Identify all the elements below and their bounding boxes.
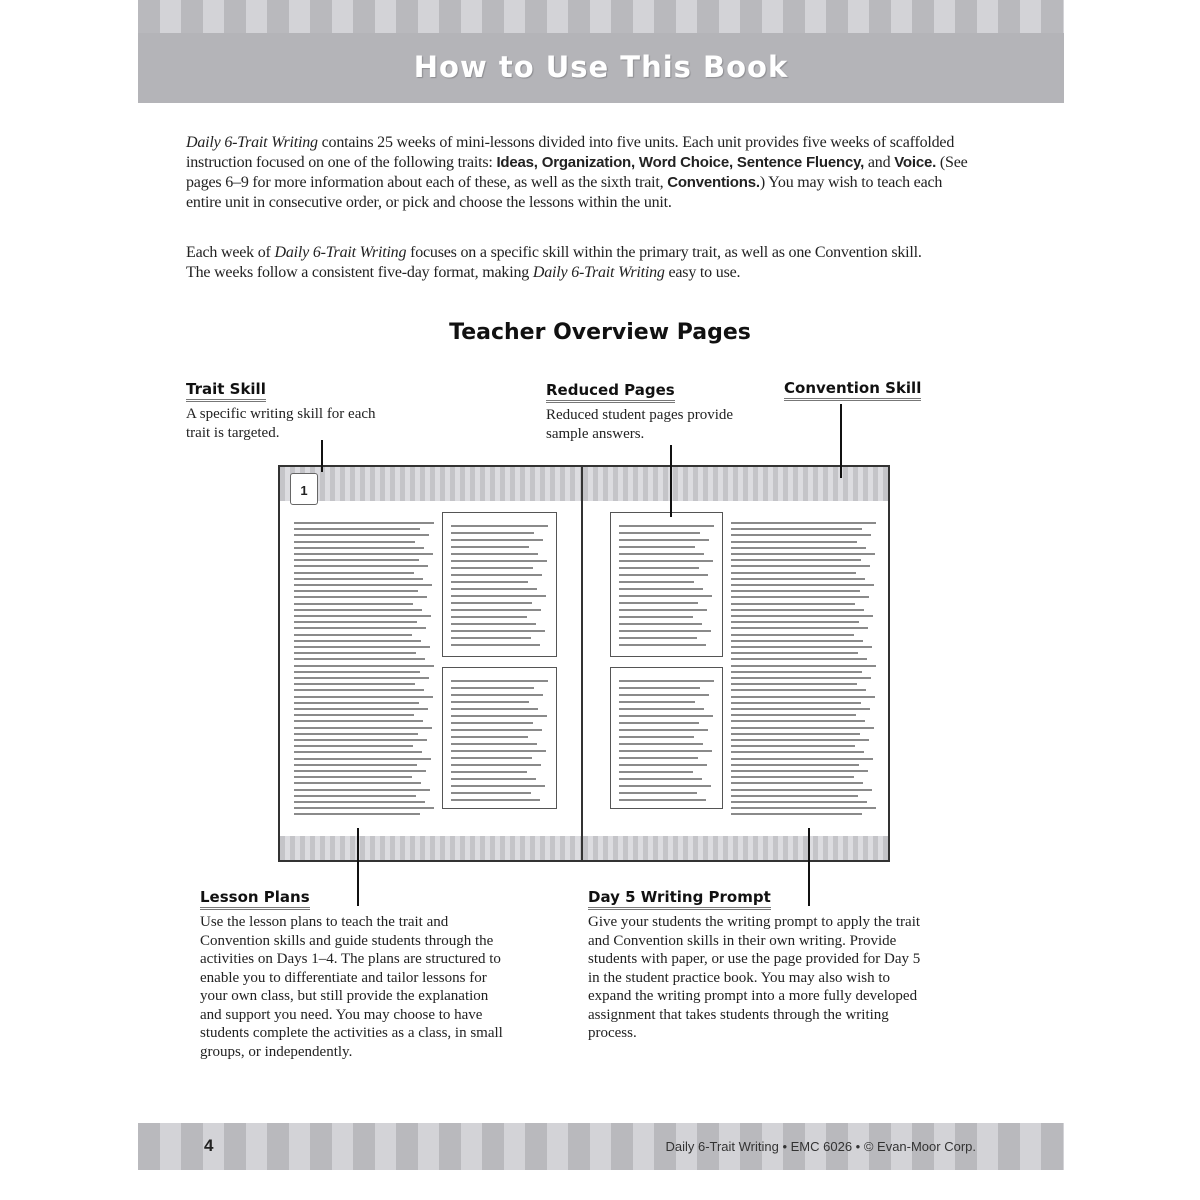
text-line-placeholder bbox=[731, 696, 875, 698]
text-line-placeholder bbox=[294, 603, 413, 605]
text-line-placeholder bbox=[451, 729, 542, 731]
text-line-placeholder bbox=[619, 729, 708, 731]
text-line-placeholder bbox=[294, 727, 432, 729]
text-line-placeholder bbox=[294, 702, 419, 704]
reduced-student-page bbox=[610, 512, 723, 657]
text-line-placeholder bbox=[619, 778, 702, 780]
sample-right-page bbox=[583, 467, 888, 860]
book-title: Daily 6-Trait Writing bbox=[186, 134, 318, 151]
text-line-placeholder bbox=[294, 671, 420, 673]
sample-page-footer bbox=[583, 836, 888, 860]
text-line-placeholder bbox=[451, 616, 527, 618]
annotation-day5-writing-prompt bbox=[588, 888, 933, 1043]
text-line-placeholder bbox=[451, 687, 534, 689]
text-line-placeholder bbox=[294, 547, 424, 549]
page-number: 4 bbox=[204, 1136, 214, 1155]
text-line-placeholder bbox=[451, 778, 536, 780]
text-line-placeholder bbox=[451, 694, 543, 696]
text-line-placeholder bbox=[294, 739, 427, 741]
text-line-placeholder bbox=[451, 701, 529, 703]
text-line-placeholder bbox=[451, 630, 545, 632]
text-line-placeholder bbox=[294, 764, 417, 766]
text-line-placeholder bbox=[619, 701, 695, 703]
bold-term: Ideas, Organization, Word Choice, Sentence Fluency, bbox=[496, 154, 865, 171]
text-line-placeholder bbox=[294, 689, 424, 691]
text-line-placeholder bbox=[619, 792, 697, 794]
connector-line bbox=[357, 828, 359, 906]
text-line-placeholder bbox=[451, 771, 527, 773]
text-line-placeholder bbox=[451, 736, 528, 738]
text-line-placeholder bbox=[731, 801, 867, 803]
text-line-placeholder bbox=[451, 708, 538, 710]
header-stripes bbox=[138, 0, 1064, 33]
connector-line bbox=[808, 828, 810, 906]
text-line-placeholder bbox=[451, 525, 548, 527]
text-line-placeholder bbox=[294, 534, 429, 536]
text-line-placeholder bbox=[294, 677, 429, 679]
text-run: easy to use. bbox=[664, 264, 741, 281]
text-line-placeholder bbox=[619, 581, 694, 583]
text-line-placeholder bbox=[619, 574, 708, 576]
book-title: Daily 6-Trait Writing bbox=[532, 264, 665, 281]
text-line-placeholder bbox=[294, 714, 414, 716]
text-line-placeholder bbox=[731, 565, 870, 567]
text-line-placeholder bbox=[731, 652, 858, 654]
text-run: focuses on a specific skill within the primary trait, as well as one Convention skill. The weeks follow a consistent five-day format, making bbox=[186, 244, 922, 281]
text-line-placeholder bbox=[294, 807, 434, 809]
text-line-placeholder bbox=[294, 782, 421, 784]
text-line-placeholder bbox=[294, 733, 418, 735]
text-line-placeholder bbox=[731, 807, 876, 809]
text-line-placeholder bbox=[731, 553, 875, 555]
bold-term: Conventions. bbox=[667, 174, 760, 191]
text-line-placeholder bbox=[619, 764, 707, 766]
text-line-placeholder bbox=[451, 574, 542, 576]
text-line-placeholder bbox=[294, 541, 415, 543]
text-line-placeholder bbox=[294, 615, 431, 617]
text-line-placeholder bbox=[451, 785, 545, 787]
text-line-placeholder bbox=[294, 578, 423, 580]
text-line-placeholder bbox=[294, 751, 422, 753]
text-line-placeholder bbox=[731, 528, 862, 530]
book-title: Daily 6-Trait Writing bbox=[274, 244, 407, 261]
annotation-body: Use the lesson plans to teach the trait and Convention skills and guide students through the activities on Days 1–4. The plans are structured to enable you to differentiate and tailor lessons for your own class, but still provide the explanation and support you need. You may choose to have students complete the activities as a class, in small groups, or independently. bbox=[200, 914, 503, 1060]
text-line-placeholder bbox=[451, 644, 540, 646]
text-line-placeholder bbox=[294, 565, 428, 567]
text-line-placeholder bbox=[731, 714, 856, 716]
text-line-placeholder bbox=[294, 801, 425, 803]
text-line-placeholder bbox=[731, 640, 863, 642]
text-line-placeholder bbox=[619, 532, 700, 534]
text-line-placeholder bbox=[294, 683, 415, 685]
text-line-placeholder bbox=[294, 770, 426, 772]
text-line-placeholder bbox=[731, 541, 857, 543]
text-line-placeholder bbox=[619, 644, 706, 646]
text-line-placeholder bbox=[451, 799, 540, 801]
page-header-band bbox=[138, 0, 1064, 103]
connector-line bbox=[321, 440, 323, 472]
text-line-placeholder bbox=[451, 539, 543, 541]
text-line-placeholder bbox=[619, 609, 707, 611]
intro-paragraph-1 bbox=[186, 133, 976, 213]
text-line-placeholder bbox=[619, 553, 704, 555]
text-line-placeholder bbox=[451, 792, 531, 794]
text-line-placeholder bbox=[294, 665, 434, 667]
week-number-badge: 1 bbox=[290, 473, 318, 505]
text-line-placeholder bbox=[731, 584, 874, 586]
text-line-placeholder bbox=[731, 702, 861, 704]
text-line-placeholder bbox=[731, 522, 876, 524]
text-line-placeholder bbox=[731, 677, 871, 679]
text-line-placeholder bbox=[451, 623, 536, 625]
text-line-placeholder bbox=[451, 743, 537, 745]
text-line-placeholder bbox=[294, 696, 433, 698]
text-line-placeholder bbox=[294, 745, 413, 747]
text-line-placeholder bbox=[451, 581, 528, 583]
text-line-placeholder bbox=[294, 522, 434, 524]
text-line-placeholder bbox=[619, 722, 699, 724]
text-line-placeholder bbox=[731, 671, 862, 673]
reduced-student-page bbox=[442, 512, 557, 657]
text-line-placeholder bbox=[619, 708, 704, 710]
text-line-placeholder bbox=[619, 623, 702, 625]
annotation-heading: Day 5 Writing Prompt bbox=[588, 888, 771, 910]
text-line-placeholder bbox=[451, 546, 529, 548]
section-heading: Teacher Overview Pages bbox=[449, 320, 751, 345]
text-line-placeholder bbox=[731, 795, 858, 797]
text-line-placeholder bbox=[731, 590, 860, 592]
text-line-placeholder bbox=[731, 634, 854, 636]
text-line-placeholder bbox=[731, 758, 873, 760]
text-line-placeholder bbox=[731, 596, 869, 598]
sample-left-page bbox=[280, 467, 583, 860]
text-line-placeholder bbox=[619, 637, 697, 639]
text-line-placeholder bbox=[731, 751, 864, 753]
text-line-placeholder bbox=[731, 745, 855, 747]
connector-line bbox=[840, 404, 842, 478]
text-line-placeholder bbox=[619, 560, 713, 562]
text-line-placeholder bbox=[731, 764, 859, 766]
text-line-placeholder bbox=[294, 795, 416, 797]
text-line-placeholder bbox=[294, 627, 426, 629]
text-line-placeholder bbox=[294, 553, 433, 555]
annotation-heading: Reduced Pages bbox=[546, 381, 675, 403]
text-line-placeholder bbox=[731, 578, 865, 580]
text-line-placeholder bbox=[451, 750, 546, 752]
annotation-convention-skill bbox=[784, 379, 921, 401]
text-run: Each week of bbox=[186, 244, 275, 261]
sample-book-spread bbox=[278, 465, 890, 862]
annotation-lesson-plans bbox=[200, 888, 505, 1061]
text-line-placeholder bbox=[294, 609, 422, 611]
text-line-placeholder bbox=[451, 722, 533, 724]
text-line-placeholder bbox=[731, 646, 872, 648]
sample-page-header bbox=[583, 467, 888, 501]
text-line-placeholder bbox=[731, 665, 876, 667]
annotation-body: Give your students the writing prompt to apply the trait and Convention skills in their own writing. Provide students with paper, or use the page provided for Day 5 in the student practice book. You may also wish to expand the writing prompt into a more fully developed assignment that takes students through the writing process. bbox=[588, 914, 921, 1041]
text-run: and bbox=[864, 154, 895, 171]
annotation-heading: Convention Skill bbox=[784, 379, 921, 401]
text-line-placeholder bbox=[731, 720, 865, 722]
sample-page-footer bbox=[280, 836, 581, 860]
text-line-placeholder bbox=[294, 658, 425, 660]
text-line-placeholder bbox=[731, 603, 855, 605]
text-line-placeholder bbox=[451, 553, 538, 555]
text-line-placeholder bbox=[731, 770, 868, 772]
text-line-placeholder bbox=[619, 602, 698, 604]
text-line-placeholder bbox=[619, 694, 709, 696]
text-line-placeholder bbox=[294, 758, 431, 760]
text-line-placeholder bbox=[451, 680, 548, 682]
text-line-placeholder bbox=[731, 658, 867, 660]
annotation-heading: Lesson Plans bbox=[200, 888, 310, 910]
text-line-placeholder bbox=[294, 634, 412, 636]
text-line-placeholder bbox=[731, 708, 870, 710]
text-line-placeholder bbox=[294, 720, 423, 722]
page-title: How to Use This Book bbox=[413, 50, 789, 84]
intro-paragraph-2 bbox=[186, 243, 946, 283]
text-line-placeholder bbox=[294, 596, 427, 598]
text-line-placeholder bbox=[731, 534, 871, 536]
annotation-trait-skill bbox=[186, 380, 386, 442]
text-line-placeholder bbox=[294, 776, 412, 778]
text-line-placeholder bbox=[619, 539, 709, 541]
text-run: contains 25 weeks of mini-lessons divided into five units. Each unit provides five weeks of scaffolded instruction focused on one of the following traits: bbox=[186, 134, 955, 171]
text-line-placeholder bbox=[619, 785, 711, 787]
text-line-placeholder bbox=[619, 743, 703, 745]
text-line-placeholder bbox=[451, 757, 532, 759]
text-line-placeholder bbox=[451, 588, 537, 590]
reduced-student-page bbox=[610, 667, 723, 809]
text-line-placeholder bbox=[731, 609, 864, 611]
text-line-placeholder bbox=[619, 736, 694, 738]
text-line-placeholder bbox=[294, 590, 418, 592]
text-line-placeholder bbox=[294, 559, 419, 561]
annotation-reduced-pages bbox=[546, 381, 736, 443]
text-line-placeholder bbox=[731, 733, 860, 735]
text-line-placeholder bbox=[451, 602, 532, 604]
bold-term: Voice. bbox=[894, 154, 937, 171]
text-line-placeholder bbox=[731, 782, 863, 784]
text-line-placeholder bbox=[619, 799, 706, 801]
text-line-placeholder bbox=[731, 572, 856, 574]
text-line-placeholder bbox=[731, 627, 868, 629]
text-line-placeholder bbox=[731, 739, 869, 741]
text-line-placeholder bbox=[619, 595, 712, 597]
text-line-placeholder bbox=[619, 715, 713, 717]
text-line-placeholder bbox=[294, 652, 416, 654]
text-line-placeholder bbox=[619, 588, 703, 590]
text-line-placeholder bbox=[294, 813, 420, 815]
text-line-placeholder bbox=[451, 764, 541, 766]
text-line-placeholder bbox=[619, 630, 711, 632]
page-footer-band bbox=[138, 1123, 1064, 1170]
text-line-placeholder bbox=[619, 525, 714, 527]
text-line-placeholder bbox=[451, 595, 546, 597]
text-line-placeholder bbox=[451, 532, 534, 534]
text-line-placeholder bbox=[451, 560, 547, 562]
text-line-placeholder bbox=[294, 528, 420, 530]
text-line-placeholder bbox=[731, 615, 873, 617]
text-line-placeholder bbox=[619, 616, 693, 618]
text-line-placeholder bbox=[451, 715, 547, 717]
text-line-placeholder bbox=[731, 547, 866, 549]
text-line-placeholder bbox=[294, 789, 430, 791]
text-line-placeholder bbox=[294, 584, 432, 586]
annotation-body: Reduced student pages provide sample answers. bbox=[546, 407, 734, 442]
text-run: (See pages 6–9 for more information about each of these, as well as the sixth trait, bbox=[186, 154, 968, 191]
text-line-placeholder bbox=[619, 750, 712, 752]
text-line-placeholder bbox=[619, 771, 693, 773]
text-line-placeholder bbox=[294, 640, 421, 642]
annotation-heading: Trait Skill bbox=[186, 380, 266, 402]
text-line-placeholder bbox=[294, 708, 428, 710]
text-line-placeholder bbox=[619, 567, 699, 569]
text-line-placeholder bbox=[731, 689, 866, 691]
text-run: ) You may wish to teach each entire unit in consecutive order, or pick and choose the lessons within the unit. bbox=[186, 174, 943, 211]
footer-credit: Daily 6-Trait Writing • EMC 6026 • © Evan-Moor Corp. bbox=[665, 1139, 976, 1154]
text-line-placeholder bbox=[619, 757, 698, 759]
text-line-placeholder bbox=[451, 609, 541, 611]
connector-line bbox=[670, 445, 672, 517]
text-line-placeholder bbox=[619, 680, 714, 682]
text-line-placeholder bbox=[451, 567, 533, 569]
text-line-placeholder bbox=[451, 637, 531, 639]
text-line-placeholder bbox=[731, 789, 872, 791]
text-line-placeholder bbox=[294, 621, 417, 623]
annotation-body: A specific writing skill for each trait is targeted. bbox=[186, 406, 376, 441]
text-line-placeholder bbox=[731, 776, 854, 778]
text-line-placeholder bbox=[294, 572, 414, 574]
text-line-placeholder bbox=[731, 621, 859, 623]
text-line-placeholder bbox=[294, 646, 430, 648]
text-line-placeholder bbox=[731, 727, 874, 729]
sample-page-header bbox=[280, 467, 581, 501]
text-line-placeholder bbox=[619, 687, 700, 689]
text-line-placeholder bbox=[619, 546, 695, 548]
text-line-placeholder bbox=[731, 683, 857, 685]
text-line-placeholder bbox=[731, 559, 861, 561]
text-line-placeholder bbox=[731, 813, 862, 815]
reduced-student-page bbox=[442, 667, 557, 809]
